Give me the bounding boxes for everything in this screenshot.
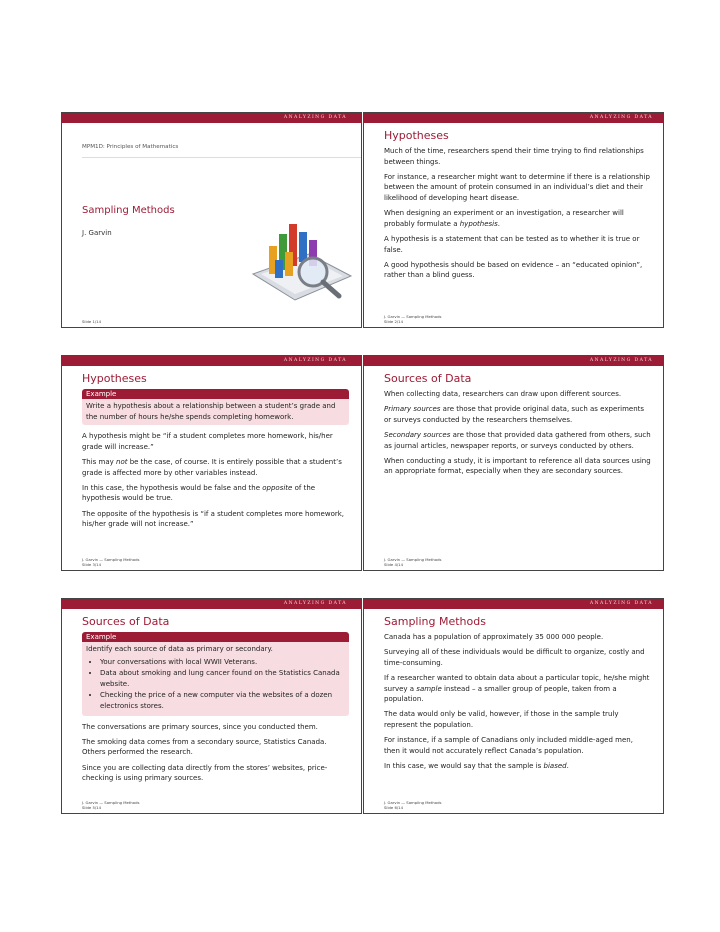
paragraph: Since you are collecting data directly from the stores’ websites, price-checking is using primary sources. <box>82 763 328 783</box>
paragraph: In this case, we would say that the sample is biased. <box>384 761 569 770</box>
section-header: ANALYZING DATA <box>283 358 347 363</box>
paragraph: The data would only be valid, however, if those in the sample truly represent the population. <box>384 710 619 729</box>
slide-number: Slide 5/14 <box>82 805 101 810</box>
slide-1 <box>61 112 362 328</box>
slide-body <box>384 389 651 482</box>
author: J. Garvin <box>82 229 112 237</box>
slide-footer <box>82 557 139 567</box>
paragraph: Canada has a population of approximately 35 000 000 people. <box>384 633 604 641</box>
paragraph: The opposite of the hypothesis is “if a student completes more homework, his/her grade will not increase.” <box>82 509 345 529</box>
paragraph: When conducting a study, it is important to reference all data sources using an appropriate format, especially when they are secondary sources. <box>384 456 651 476</box>
footer-author: J. Garvin — Sampling Methods <box>82 557 140 562</box>
example-box <box>82 389 349 425</box>
example-intro: Identify each source of data as primary or secondary. <box>86 645 273 653</box>
slide-footer <box>384 557 441 567</box>
slide-body <box>82 632 349 788</box>
slide-number: Slide 6/14 <box>384 805 403 810</box>
paragraph: A hypothesis is a statement that can be tested as to whether it is true or false. <box>384 234 640 254</box>
example-list <box>86 657 345 712</box>
slide-5 <box>61 598 362 814</box>
slide-title: Sampling Methods <box>384 615 486 628</box>
paragraph: Primary sources are those that provide original data, such as experiments or surveys conducted by the researchers themselves. <box>384 405 645 424</box>
footer-author: J. Garvin — Sampling Methods <box>384 314 442 319</box>
example-heading: Example <box>82 389 349 399</box>
slide-body <box>384 146 651 286</box>
slide-number: Slide 3/14 <box>82 562 101 567</box>
section-header: ANALYZING DATA <box>589 601 653 606</box>
paragraph: Much of the time, researchers spend their time trying to find relationships between things. <box>384 147 644 166</box>
slide-number: Slide 1/14 <box>82 319 101 324</box>
slide-title: Sources of Data <box>82 615 170 628</box>
section-header: ANALYZING DATA <box>283 115 347 120</box>
paragraph: Secondary sources are those that provided data gathered from others, such as journal articles, newspaper reports, or surveys conducted by others. <box>384 430 651 450</box>
paragraph: If a researcher wanted to obtain data about a particular topic, he/she might survey a sample instead – a smaller group of people, taken from a population. <box>384 673 650 704</box>
example-text: Write a hypothesis about a relationship between a student’s grade and the number of hours he/she spends completing homework. <box>82 399 349 425</box>
paragraph: For instance, a researcher might want to determine if there is a relationship between the amount of protein consumed in an individual’s diet and their likelihood of developing heart disease. <box>384 172 650 202</box>
chart-magnifier-icon <box>247 216 357 304</box>
paragraph: Surveying all of these individuals would be difficult to organize, costly and time-consuming. <box>384 648 645 667</box>
list-item: • Data about smoking and lung cancer found on the Statistics Canada website. <box>100 668 345 689</box>
paragraph: The smoking data comes from a secondary source, Statistics Canada. Others performed the research. <box>82 737 327 757</box>
paragraph: For instance, if a sample of Canadians only included middle-aged men, then it would not accurately reflect Canada’s population. <box>384 736 633 755</box>
slide-footer <box>384 800 441 810</box>
course-name: MPM1D: Principles of Mathematics <box>82 144 179 150</box>
slide-header-bar <box>62 599 361 609</box>
list-item: • Your conversations with local WWII Veterans. <box>100 657 345 668</box>
example-box <box>82 632 349 716</box>
slide-header-bar <box>364 356 663 366</box>
slide-title: Sources of Data <box>384 372 472 385</box>
slide-number: Slide 4/14 <box>384 562 403 567</box>
paragraph: A good hypothesis should be based on evidence – an “educated opinion”, rather than a blind guess. <box>384 260 643 280</box>
slide-header-bar <box>364 599 663 609</box>
slide-3 <box>61 355 362 571</box>
divider <box>82 157 361 158</box>
slide-footer <box>82 800 139 810</box>
slide-footer <box>384 314 441 324</box>
section-header: ANALYZING DATA <box>589 358 653 363</box>
slide-header-bar <box>62 356 361 366</box>
example-text <box>82 642 349 716</box>
slide-header-bar <box>364 113 663 123</box>
paragraph: When collecting data, researchers can draw upon different sources. <box>384 390 622 398</box>
slide-title: Hypotheses <box>384 129 449 142</box>
section-header: ANALYZING DATA <box>589 115 653 120</box>
footer-author: J. Garvin — Sampling Methods <box>384 557 442 562</box>
slide-number: Slide 2/14 <box>384 319 403 324</box>
section-header: ANALYZING DATA <box>283 601 347 606</box>
slide-2 <box>363 112 664 328</box>
presentation-title: Sampling Methods <box>82 205 175 216</box>
slide-header-bar <box>62 113 361 123</box>
footer-author: J. Garvin — Sampling Methods <box>82 800 140 805</box>
paragraph: This may not be the case, of course. It is entirely possible that a student’s grade is affected more by other variables instead. <box>82 457 342 477</box>
example-heading: Example <box>82 632 349 642</box>
slide-body <box>82 389 349 534</box>
slide-title: Hypotheses <box>82 372 147 385</box>
paragraph: A hypothesis might be “if a student completes more homework, his/her grade will increase.” <box>82 432 333 451</box>
slide-4 <box>363 355 664 571</box>
slide-6 <box>363 598 664 814</box>
paragraph: The conversations are primary sources, since you conducted them. <box>82 722 318 731</box>
list-item: • Checking the price of a new computer via the websites of a dozen electronics stores. <box>100 690 345 711</box>
paragraph: In this case, the hypothesis would be false and the opposite of the hypothesis would be true. <box>82 483 316 503</box>
paragraph: When designing an experiment or an investigation, a researcher will probably formulate a hypothesis. <box>384 209 624 228</box>
slide-body <box>384 632 651 776</box>
footer-author: J. Garvin — Sampling Methods <box>384 800 442 805</box>
